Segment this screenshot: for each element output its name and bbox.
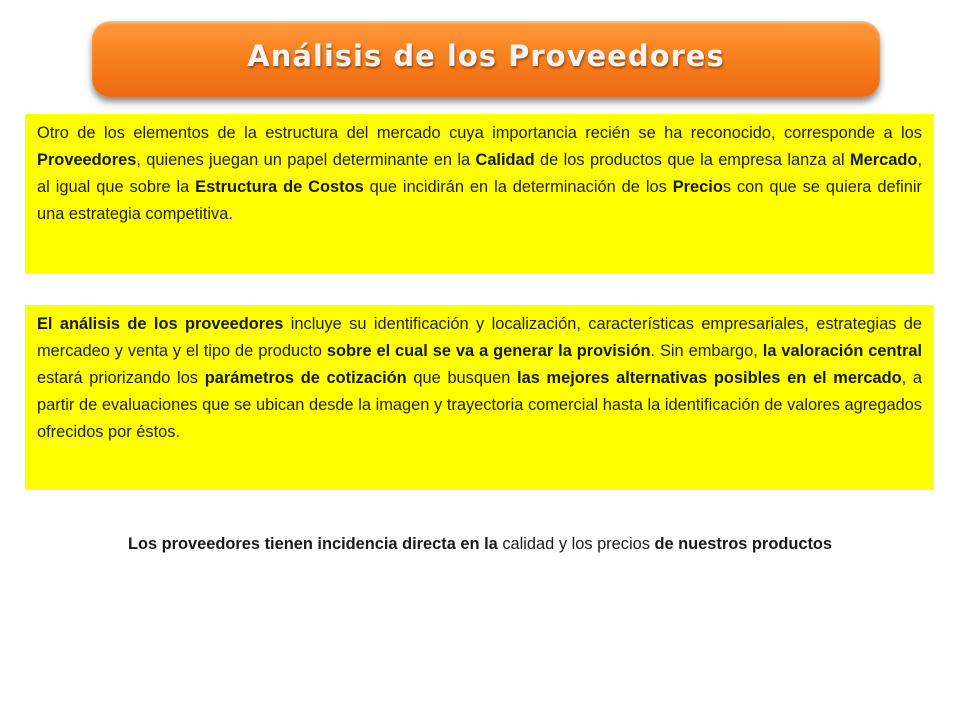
conclusion-bold-1: Los proveedores tienen incidencia directa en la bbox=[127, 535, 498, 553]
providers-intro-box bbox=[25, 114, 934, 274]
intro-text-6: s con que se quiera definir una estrategia competitiva. bbox=[37, 178, 922, 223]
analysis-bold-1: El análisis de los proveedores bbox=[37, 315, 284, 333]
conclusion-bold-2: de nuestros productos bbox=[654, 535, 833, 553]
intro-text-5: que incidirán en la determinación de los bbox=[363, 178, 673, 196]
title-banner bbox=[92, 21, 880, 97]
analysis-text-4: que busquen bbox=[406, 369, 518, 387]
providers-intro-paragraph bbox=[37, 120, 922, 228]
intro-bold-proveedores: Proveedores bbox=[37, 151, 137, 169]
analysis-text-2: . Sin embargo, bbox=[650, 342, 763, 360]
analysis-bold-4: parámetros de cotización bbox=[204, 369, 407, 387]
analysis-text-5: , a partir de evaluaciones que se ubican desde la imagen y trayectoria comercial hasta la identificación de valores agregados ofrecidos por éstos. bbox=[37, 369, 923, 441]
intro-text-4: , al igual que sobre la bbox=[37, 151, 922, 196]
intro-bold-estructura-costos: Estructura de Costos bbox=[195, 178, 364, 196]
intro-bold-precio: Precio bbox=[672, 178, 723, 196]
intro-text-2: , quienes juegan un papel determinante en la bbox=[136, 151, 476, 169]
analysis-bold-5: las mejores alternativas posibles en el mercado bbox=[517, 369, 902, 387]
intro-bold-calidad: Calidad bbox=[475, 151, 535, 169]
intro-text-1: Otro de los elementos de la estructura del mercado cuya importancia recién se ha reconocido, corresponde a los bbox=[37, 124, 922, 142]
intro-text-3: de los productos que la empresa lanza al bbox=[534, 151, 851, 169]
analysis-bold-3: la valoración central bbox=[762, 342, 923, 360]
analysis-bold-2: sobre el cual se va a generar la provisión bbox=[326, 342, 651, 360]
intro-bold-mercado: Mercado bbox=[850, 151, 918, 169]
conclusion-text-1: calidad y los precios bbox=[497, 535, 655, 553]
conclusion-statement bbox=[40, 531, 920, 558]
analysis-text-3: estará priorizando los bbox=[37, 369, 205, 387]
providers-analysis-paragraph bbox=[37, 311, 922, 446]
analysis-text-1: incluye su identificación y localización, características empresariales, estrategias de mercadeo y venta y el tipo de producto bbox=[37, 315, 922, 360]
slide-title: Análisis de los Proveedores bbox=[247, 39, 725, 73]
providers-analysis-box bbox=[25, 305, 934, 490]
